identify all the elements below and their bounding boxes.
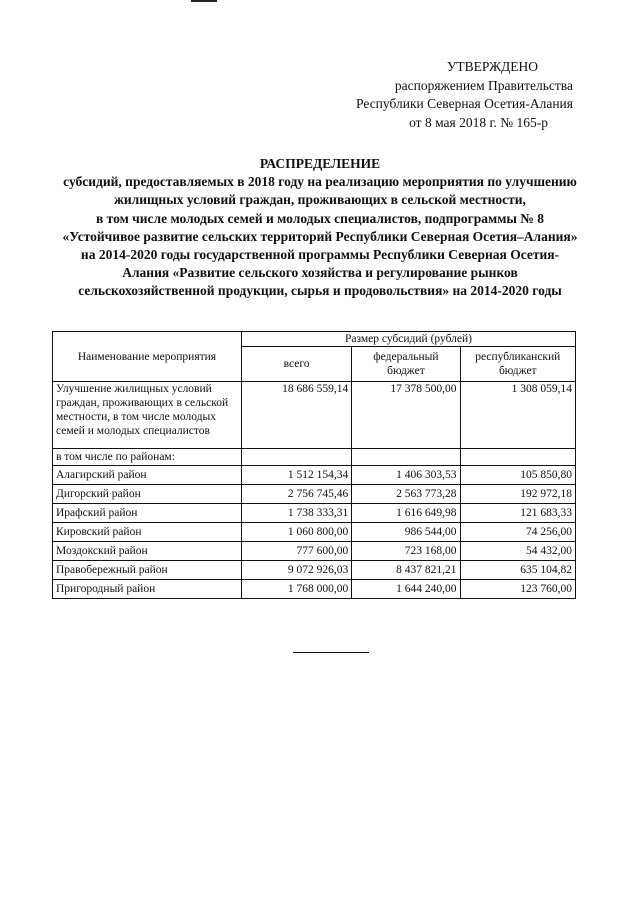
heading-line: в том числе молодых семей и молодых специалистов, подпрограммы № 8 xyxy=(95,210,545,226)
cell-total: 1 738 333,31 xyxy=(241,504,351,523)
table-row xyxy=(53,523,576,542)
page-top-mark xyxy=(191,0,217,2)
cell-total: 18 686 559,14 xyxy=(241,382,351,449)
cell-republic: 121 683,33 xyxy=(460,504,575,523)
cell-republic: 54 432,00 xyxy=(460,542,575,561)
cell-name: Дигорский район xyxy=(53,485,242,504)
cell-federal: 1 616 649,98 xyxy=(352,504,460,523)
end-rule xyxy=(293,652,369,653)
cell-name: Пригородный район xyxy=(53,580,242,599)
table-row xyxy=(53,580,576,599)
approval-label: УТВЕРЖДЕНО xyxy=(446,59,538,74)
table-row xyxy=(53,542,576,561)
column-header-total: всего xyxy=(241,347,351,382)
heading-line: Алания «Развитие сельского хозяйства и регулирование рынков xyxy=(122,265,518,281)
cell-total: 777 600,00 xyxy=(241,542,351,561)
column-group-header: Размер субсидий (рублей) xyxy=(241,332,575,347)
cell-federal: 723 168,00 xyxy=(352,542,460,561)
table-row xyxy=(53,561,576,580)
cell-republic: 635 104,82 xyxy=(460,561,575,580)
cell-federal: 1 406 303,53 xyxy=(352,466,460,485)
column-header-republic: республиканский бюджет xyxy=(460,347,575,382)
cell-republic: 105 850,80 xyxy=(460,466,575,485)
cell-name: Ирафский район xyxy=(53,504,242,523)
cell-republic: 1 308 059,14 xyxy=(460,382,575,449)
cell-republic: 123 760,00 xyxy=(460,580,575,599)
cell-name: Моздокский район xyxy=(53,542,242,561)
cell-federal: 1 644 240,00 xyxy=(352,580,460,599)
approval-line-3: от 8 мая 2018 г. № 165-р xyxy=(409,114,548,130)
heading-line: субсидий, предоставляемых в 2018 году на реализацию мероприятия по улучшению xyxy=(63,174,577,190)
cell-republic: 74 256,00 xyxy=(460,523,575,542)
cell-federal: 8 437 821,21 xyxy=(352,561,460,580)
cell-name: Алагирский район xyxy=(53,466,242,485)
cell-federal: 986 544,00 xyxy=(352,523,460,542)
cell-republic: 192 972,18 xyxy=(460,485,575,504)
approval-block xyxy=(356,58,573,132)
heading-line: на 2014-2020 годы государственной программы Республики Северная Осетия- xyxy=(80,247,560,263)
heading-line: сельскохозяйственной продукции, сырья и продовольствия» на 2014-2020 годы xyxy=(78,283,562,299)
cell-total: 1 512 154,34 xyxy=(241,466,351,485)
cell-name: Улучшение жилищных условий граждан, проживающих в сельской местности, в том числе молодых семей и молодых специалистов xyxy=(53,382,242,449)
column-header-federal: федеральный бюджет xyxy=(352,347,460,382)
table-row xyxy=(53,466,576,485)
cell-federal: 17 378 500,00 xyxy=(352,382,460,449)
table-row xyxy=(53,504,576,523)
cell-federal: 2 563 773,28 xyxy=(352,485,460,504)
cell-total: 1 060 800,00 xyxy=(241,523,351,542)
table-row xyxy=(53,485,576,504)
approval-line-2: Республики Северная Осетия-Алания xyxy=(356,96,573,111)
table-row-subheader xyxy=(53,449,576,466)
cell-subheader: в том числе по районам: xyxy=(53,449,242,466)
heading-title: РАСПРЕДЕЛЕНИЕ xyxy=(259,156,381,171)
cell-total: 2 756 745,46 xyxy=(241,485,351,504)
cell-total: 1 768 000,00 xyxy=(241,580,351,599)
cell-name: Кировский район xyxy=(53,523,242,542)
cell-name: Правобережный район xyxy=(53,561,242,580)
column-header-name: Наименование мероприятия xyxy=(53,332,242,382)
heading-line: «Устойчивое развитие сельских территорий Республики Северная Осетия–Алания» xyxy=(62,228,578,244)
document-heading xyxy=(60,155,580,301)
heading-line: жилищных условий граждан, проживающих в сельской местности, xyxy=(114,192,526,208)
approval-line-1: распоряжением Правительства xyxy=(394,77,573,93)
table-row-main xyxy=(53,382,576,449)
subsidy-distribution-table xyxy=(52,331,576,599)
cell-total: 9 072 926,03 xyxy=(241,561,351,580)
